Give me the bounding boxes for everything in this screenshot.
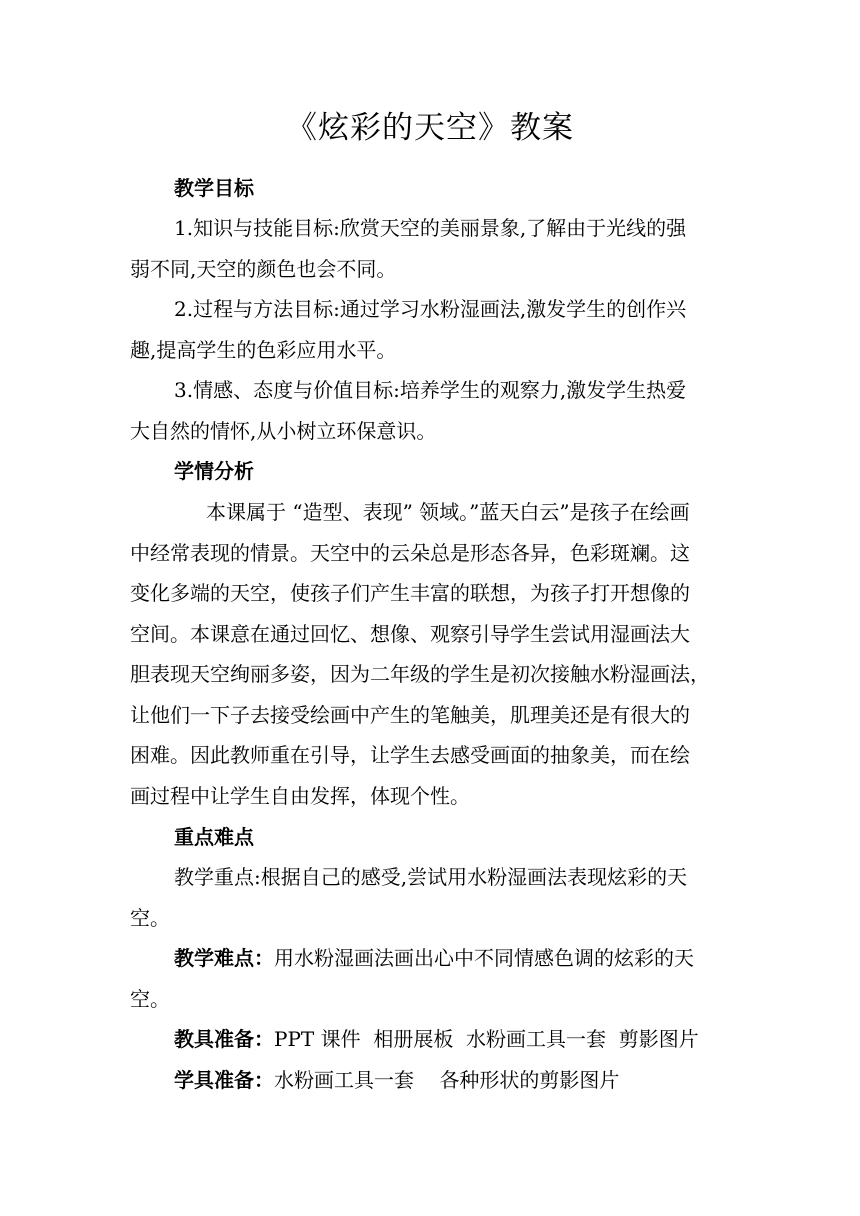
teaching-difficulty-line: 空。 [130,987,170,1011]
document-title: 《炫彩的天空》教案 [286,110,574,146]
teacher-prep-text: PPT 课件 相册展板 水粉画工具一套 剪影图片 [274,1027,699,1051]
teaching-difficulty-line [174,943,694,973]
student-prep-label: 学具准备： [174,1068,274,1092]
teaching-difficulty-label: 教学难点： [174,946,274,970]
paragraph-line: 大自然的情怀,从小树立环保意识。 [130,419,437,443]
section-heading-objectives: 教学目标 [174,176,254,200]
paragraph-line: 变化多端的天空，使孩子们产生丰富的联想，为孩子打开想像的 [130,581,690,605]
paragraph-line: 1.知识与技能目标:欣赏天空的美丽景象,了解由于光线的强 [174,216,687,240]
paragraph-line: 趣,提高学生的色彩应用水平。 [130,338,397,362]
teacher-prep-line [174,1024,699,1054]
teacher-prep-label: 教具准备： [174,1027,274,1051]
paragraph-line: 胆表现天空绚丽多姿，因为二年级的学生是初次接触水粉湿画法， [130,662,710,686]
paragraph-line: 让他们一下子去接受绘画中产生的笔触美，肌理美还是有很大的 [130,703,690,727]
teaching-focus-line: 教学重点:根据自己的感受,尝试用水粉湿画法表现炫彩的天 [174,865,688,889]
paragraph-line: 中经常表现的情景。天空中的云朵总是形态各异，色彩斑斓。这 [130,541,690,565]
paragraph-line: 2.过程与方法目标:通过学习水粉湿画法,激发学生的创作兴 [174,297,687,321]
student-prep-text: 水粉画工具一套 各种形状的剪影图片 [274,1068,620,1092]
section-heading-analysis: 学情分析 [174,459,254,483]
paragraph-line: 困难。因此教师重在引导，让学生去感受画面的抽象美，而在绘 [130,743,690,767]
paragraph-line: 画过程中让学生自由发挥，体现个性。 [130,784,470,808]
paragraph-line: 3.情感、态度与价值目标:培养学生的观察力,激发学生热爱 [174,378,687,402]
paragraph-line: 本课属于 “造型、表现” 领域。”蓝天白云”是孩子在绘画 [206,500,690,524]
student-prep-line [174,1065,619,1095]
teaching-difficulty-text: 用水粉湿画法画出心中不同情感色调的炫彩的天 [274,946,694,970]
paragraph-line: 空间。本课意在通过回忆、想像、观察引导学生尝试用湿画法大 [130,622,690,646]
teaching-focus-line: 空。 [130,906,170,930]
section-heading-key-points: 重点难点 [174,825,254,849]
paragraph-line: 弱不同,天空的颜色也会不同。 [130,257,397,281]
